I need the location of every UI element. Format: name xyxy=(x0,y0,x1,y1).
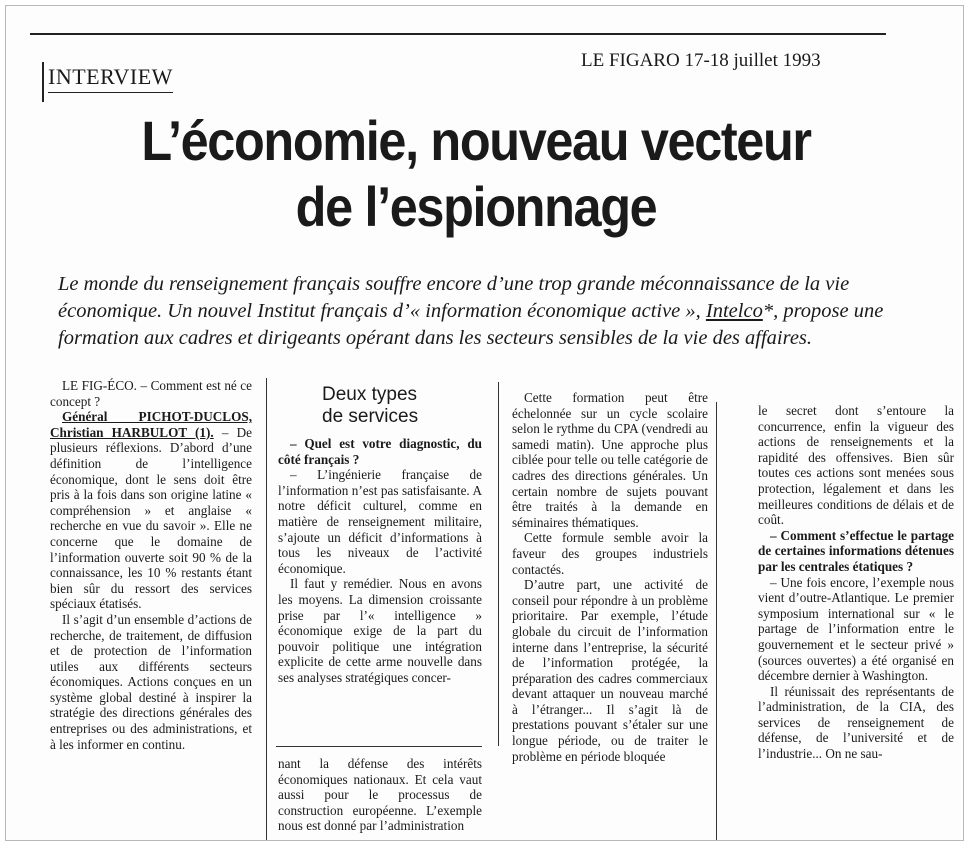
headline-line-2: de l’espionnage xyxy=(295,175,657,238)
column-2-continued xyxy=(278,756,482,834)
subheading xyxy=(322,384,418,428)
headline xyxy=(89,108,863,240)
paragraph: Il réunissait des représentants de l’administration, de la CIA, des services de renseignement de défense, de l’université et de l’industrie... On ne sau- xyxy=(758,683,954,762)
rubric-bar xyxy=(42,62,44,102)
paragraph: – Une fois encore, l’exemple nous vient d’outre-Atlantique. Le premier symposium international sur « le partage de l’information entre le gouvernement et le secteur privé » (sources ouvertes) a été organisé en décembre dernier à Washington. xyxy=(758,574,954,684)
paragraph: nant la défense des intérêts économiques nationaux. Et cela vaut aussi pour le processus de construction européenne. L’exemple nous est donné par l’administration xyxy=(278,756,482,834)
paragraph: Cette formation peut être échelonnée sur un cycle scolaire selon le rythme du CPA (vendredi au samedi matin). Une approche plus ciblée pour telle ou telle catégorie de cadres des directions générales. Un certain nombre de sujets pouvant être traités à la demande en séminaires thématiques. xyxy=(512,390,708,530)
standfirst-part-1: Le monde du renseignement français souffre encore d’une trop grande méconnaissance de la vie économique. Un nouvel Institut français d’« information économique active », xyxy=(58,273,850,322)
column-1 xyxy=(50,378,252,752)
paragraph: Il s’agit d’un ensemble d’actions de recherche, de traitement, de diffusion et de protection de l’information utiles aux différents secteurs économiques. Actions conçues en un système global destiné à inspirer la stratégie des directions générales des entreprises ou des administrations, et à les informer en continu. xyxy=(50,611,252,752)
subheading-line-1: Deux types xyxy=(322,384,418,405)
section-rubric: INTERVIEW xyxy=(48,64,173,93)
column-3 xyxy=(512,390,708,764)
answer-1-text: – De plusieurs réflexions. D’abord d’une définition de l’intelligence économique, dont le sens doit être pris à la fois dans son origine latine « compréhension » et anglaise « recherche en vue du savoir ». Elle ne concerne que le domaine de l’information ouverte soit 90 % de la connaissance, les 10 % restants étant bien sûr du ressort des services spéciaux étatisés. xyxy=(50,424,252,612)
box-bottom-rule xyxy=(276,746,482,747)
question-1: LE FIG-ÉCO. – Comment est né ce concept ? xyxy=(50,378,252,409)
column-2 xyxy=(278,436,482,686)
column-divider xyxy=(716,402,717,840)
dateline: LE FIGARO 17-18 juillet 1993 xyxy=(581,50,821,71)
question-2: – Quel est votre diagnostic, du côté français ? xyxy=(278,436,482,467)
newspaper-clipping xyxy=(5,5,964,841)
paragraph: Cette formule semble avoir la faveur des groupes industriels contactés. xyxy=(512,530,708,577)
column-4 xyxy=(758,403,954,762)
headline-line-1: L’économie, nouveau vecteur xyxy=(141,109,811,172)
paragraph: – L’ingénierie française de l’information n’est pas satisfaisante. A notre déficit culturel, comme en matière de renseignement militaire, s’ajoute un déficit d’informations à tous les niveaux de l’activité économique. xyxy=(278,467,482,576)
paragraph: Il faut y remédier. Nous en avons les moyens. La dimension croissante prise par l’« intelligence » économique exige de la part du pouvoir politique une intégration explicite de cette arme nouvelle dans ses analyses stratégiques concer- xyxy=(278,576,482,685)
column-divider xyxy=(498,382,499,746)
paragraph: le secret dont s’entoure la concurrence, enfin la vigueur des actions de renseignements et la rapidité des offensives. Bien sûr toutes ces actions sont menées sous protection, légalement et dans les meilleures conditions de délais et de coût. xyxy=(758,403,954,528)
paragraph: D’autre part, une activité de conseil pour répondre à un problème prioritaire. Par exemple, l’étude globale du circuit de l’information interne dans l’entreprise, la sécurité de l’information protégée, la préparation des cadres commerciaux devant attaquer un nouveau marché à l’étranger... Il s’agit là de prestations pouvant s’étaler sur une longue période, ou de traiter le problème en période bloquée xyxy=(512,577,708,764)
speaker: Général PICHOT-DUCLOS, Christian HARBULOT (1). xyxy=(50,409,252,440)
standfirst-intelco: Intelco xyxy=(705,300,763,322)
standfirst-part-2: *, propose une formation aux cadres et dirigeants opérant dans les secteurs sensibles de la vie des affaires. xyxy=(58,300,884,349)
answer-1 xyxy=(50,409,252,612)
subheading-line-2: de services xyxy=(322,406,419,427)
question-3: – Comment s’effectue le partage de certaines informations détenues par les centrales étatiques ? xyxy=(758,527,954,574)
standfirst xyxy=(58,271,888,352)
top-rule xyxy=(30,33,886,35)
column-divider xyxy=(266,378,267,840)
